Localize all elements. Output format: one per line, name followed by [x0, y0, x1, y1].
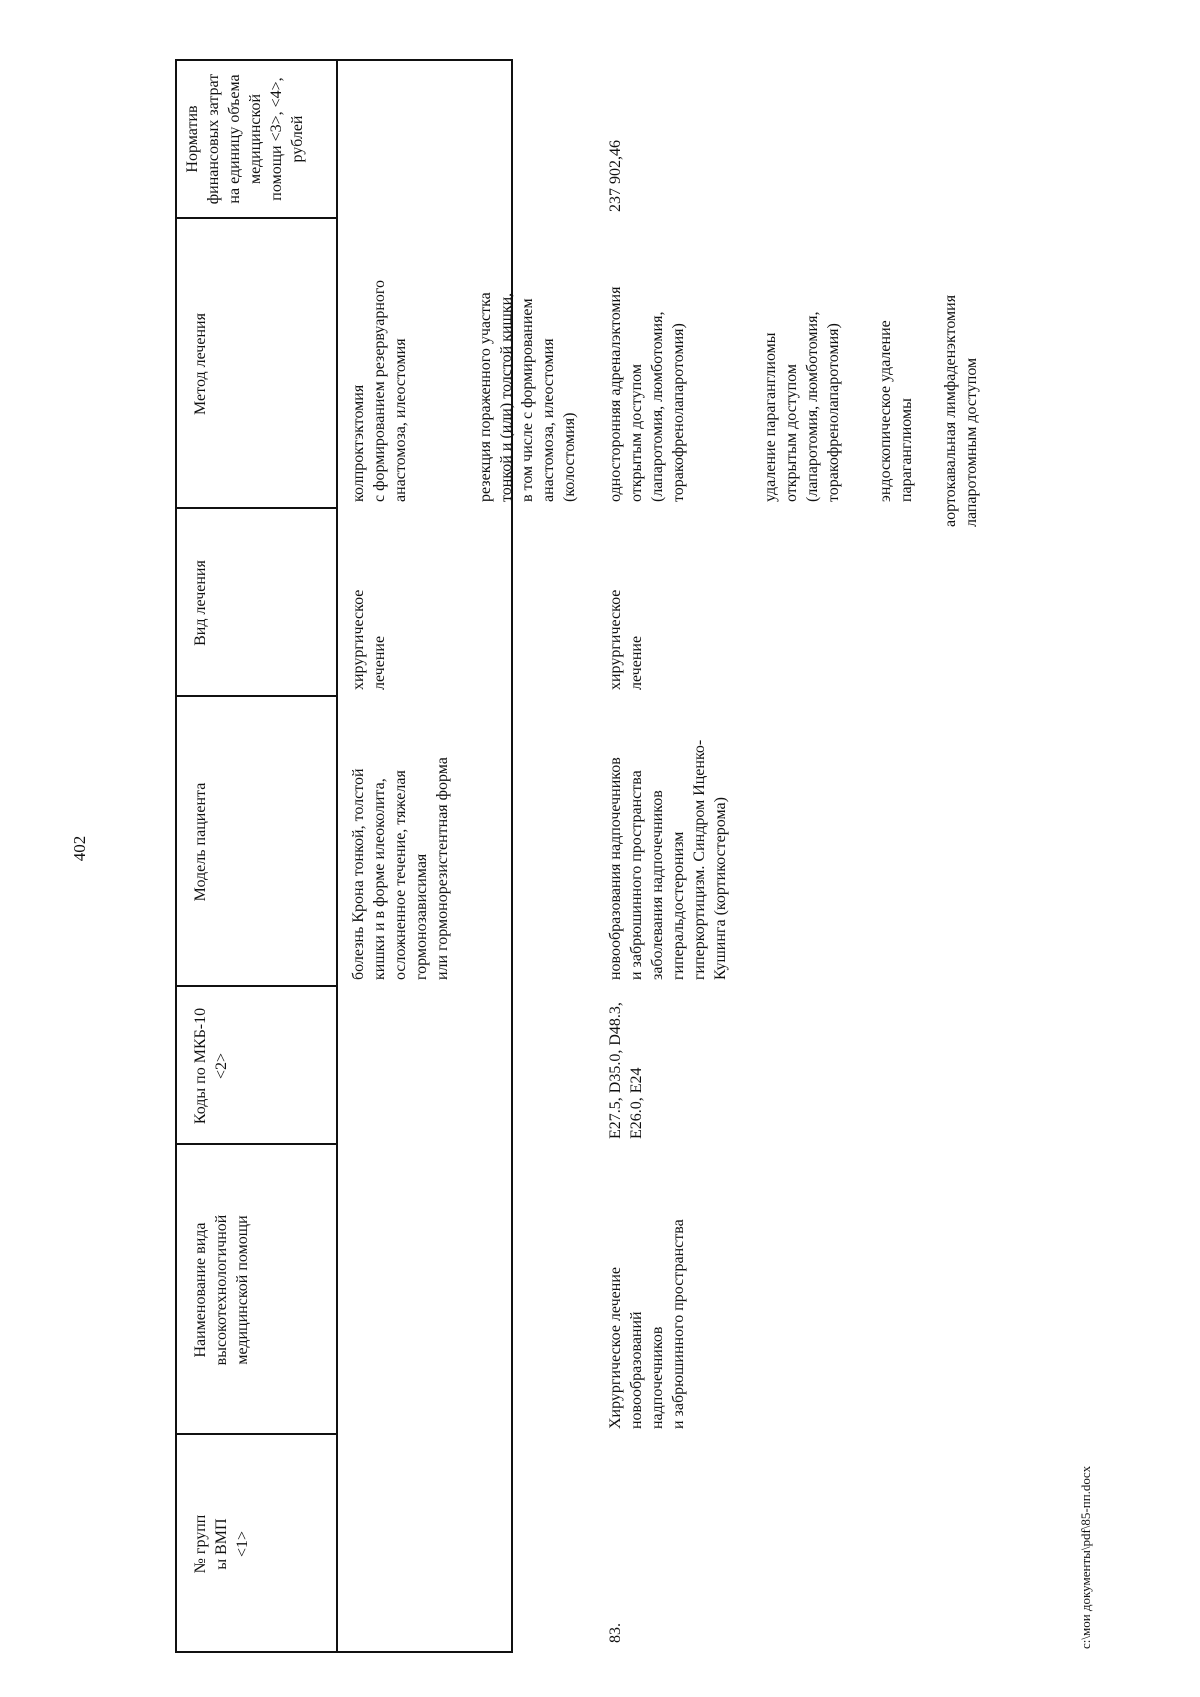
row2-method-4: аортокавальная лимфаденэктомия лапаротомным доступом: [942, 294, 980, 527]
row2-method-2: удаление параганглиомы открытым доступом (лапаротомия, люмботомия, торакофренолапаротомия): [762, 311, 842, 502]
row2-method-1: односторонняя адреналэктомия открытым доступом (лапаротомия, люмботомия, торакофренолапаротомия): [607, 286, 687, 502]
header-codes: Коды по МКБ-10 <2>: [192, 1007, 230, 1125]
header-method: Метод лечения: [192, 313, 209, 415]
header-norm: Норматив финансовых затрат на единицу объема медицинской помощи <3>, <4>, рублей: [184, 73, 306, 205]
row1-method-1: колпроктэктомия с формированием резервуарного анастомоза, илеостомия: [350, 279, 409, 502]
row2-group: 83.: [607, 1623, 624, 1643]
row2-method-3: эндоскопическое удаление параганглиомы: [877, 320, 915, 502]
row1-model: болезнь Крона тонкой, толстой кишки и в форме илеоколита, осложненное течение, тяжелая гормонозависимая или гормонорезистентная форма: [350, 757, 451, 980]
row1-kind: хирургическое лечение: [350, 589, 388, 690]
row1-method-2: резекция пораженного участка тонкой и (или) толстой кишки, в том числе с формированием анастомоза, илеостомия (колостомия): [477, 292, 578, 502]
row2-codes: E27.5, D35.0, D48.3, E26.0, E24: [607, 1002, 645, 1139]
header-separator: [336, 59, 338, 1653]
header-name: Наименование вида высокотехнологичной медицинской помощи: [192, 1214, 251, 1366]
header-group: № групп ы ВМП <1>: [192, 1514, 251, 1574]
footer-path: c:\мои документы\pdf\85-пп.docx: [1078, 1465, 1093, 1649]
row2-name: Хирургическое лечение новообразований надпочечников и забрюшинного пространства: [607, 1219, 687, 1429]
row2-model: новообразования надпочечников и забрюшинного пространства заболевания надпочечников гиперальдостеронизм гиперкортицизм. Синдром Иценко- Кушинга (кортикостерома): [607, 739, 729, 980]
row2-norm: 237 902,46: [607, 140, 624, 212]
header-kind: Вид лечения: [192, 560, 209, 646]
header-model: Модель пациента: [192, 782, 209, 902]
row2-kind: хирургическое лечение: [607, 589, 645, 690]
page-number: 402: [70, 835, 89, 862]
